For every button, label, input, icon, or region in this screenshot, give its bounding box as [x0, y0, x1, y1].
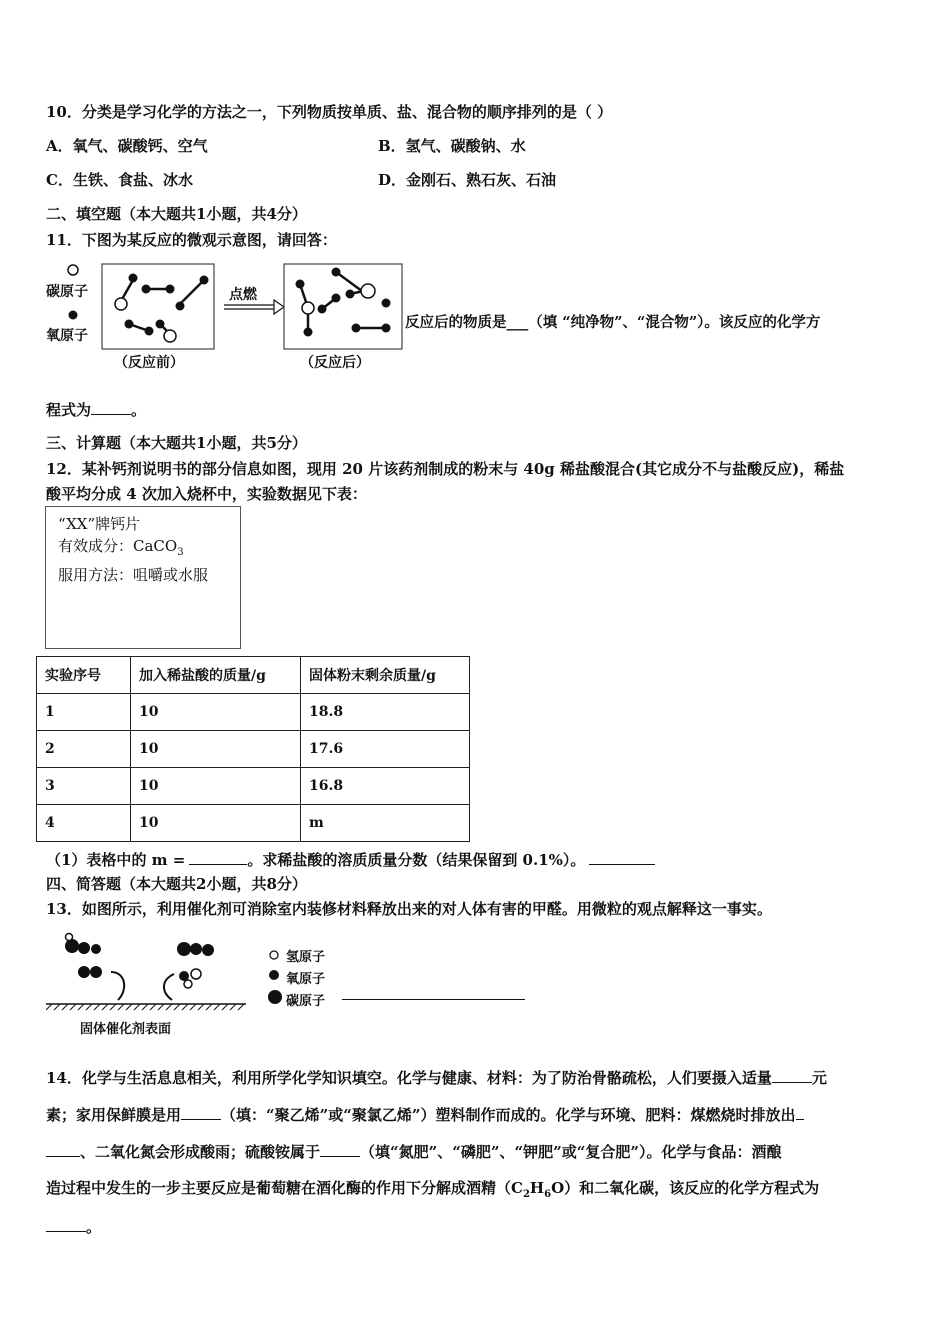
experiment-table — [36, 656, 470, 842]
q12-line2: 酸平均分成 4 次加入烧杯中，实验数据见下表： — [46, 485, 367, 503]
info-title: “XX”牌钙片 — [58, 515, 141, 533]
q14-line3: 、二氧化氮会形成酸雨；硫酸铵属于 （填“氮肥”、“磷肥”、“钾肥”或“复合肥”）。化学与食品：酒酿 — [46, 1141, 782, 1162]
q14-line1: 14．化学与生活息息相关，利用所学化学知识填空。化学与健康、材料：为了防治骨骼疏松，人们要摄入适量 元 — [46, 1069, 827, 1087]
table-cell: 2 — [37, 731, 131, 768]
table-cell: 10 — [131, 731, 301, 768]
q10-option-a: A．氧气、碳酸钙、空气 — [46, 137, 208, 155]
q10-option-d: D．金刚石、熟石灰、石油 — [378, 171, 557, 189]
info-ingredient: 有效成分：CaCO$_3$ — [58, 537, 184, 558]
atom-legend-svg — [268, 948, 284, 1008]
before-caption: （反应前） — [114, 355, 184, 371]
table-header: 实验序号 — [37, 657, 131, 694]
table-cell: 17.6 — [301, 731, 470, 768]
q11-text-cont: 程式为 。 — [46, 401, 147, 419]
q10-option-b: B．氢气、碳酸钠、水 — [378, 137, 526, 155]
q14-line2: 素；家用保鲜膜是用 （填：“聚乙烯”或“聚氯乙烯”）塑料制作而成的。化学与环境、肥料：煤燃烧时排放出 — [46, 1104, 804, 1125]
oxygen-legend-icon — [69, 311, 78, 320]
carbon-atom-legend-icon — [268, 990, 282, 1004]
table-cell: 4 — [37, 805, 131, 842]
q10-option-c: C．生铁、食盐、冰水 — [46, 171, 193, 189]
q13-stem: 13．如图所示，利用催化剂可消除室内装修材料释放出来的对人体有害的甲醛。用微粒的观点解释这一事实。 — [46, 900, 772, 918]
table-header: 固体粉末剩余质量/g — [301, 657, 470, 694]
table-row — [37, 805, 470, 842]
legend-hydrogen: 氢原子 — [286, 950, 326, 965]
legend-carbon: 碳原子 — [286, 994, 326, 1009]
table-cell: 10 — [131, 805, 301, 842]
q13-answer-line — [342, 999, 525, 1000]
section-2-heading: 二、填空题（本大题共1小题，共4分） — [46, 205, 307, 223]
carbon-label: 碳原子 — [46, 284, 88, 300]
curved-arrow-icon — [111, 972, 124, 1000]
table-header: 加入稀盐酸的质量/g — [131, 657, 301, 694]
table-cell: 18.8 — [301, 694, 470, 731]
table-cell: 1 — [37, 694, 131, 731]
table-cell: 3 — [37, 768, 131, 805]
table-row — [37, 694, 470, 731]
oxygen-atom-legend-icon — [269, 970, 279, 980]
table-header-row — [37, 657, 470, 694]
q11-stem: 11．下图为某反应的微观示意图，请回答： — [46, 231, 337, 249]
table-cell: 10 — [131, 694, 301, 731]
q14-line4: 造过程中发生的一步主要反应是葡萄糖在酒化酶的作用下分解成酒精$(C_2H_6O)$和二氧化碳，该反应的化学方程式为 — [46, 1179, 820, 1200]
table-cell: 16.8 — [301, 768, 470, 805]
table-cell: 10 — [131, 768, 301, 805]
q14-line5: 。 — [46, 1216, 101, 1237]
calcium-info-box — [45, 506, 241, 649]
q12-subquestion-1: （1）表格中的 m = 。求稀盐酸的溶质质量分数（结果保留到 0.1%）。 — [46, 849, 655, 870]
table-row — [37, 731, 470, 768]
q12-line1: 12．某补钙剂说明书的部分信息如图，现用 20 片该药剂制成的粉末与 40g 稀盐酸混合(其它成分不与盐酸反应)，稀盐 — [46, 460, 845, 478]
surface-label: 固体催化剂表面 — [80, 1022, 172, 1037]
arrow-icon — [274, 300, 284, 314]
info-usage: 服用方法：咀嚼或水服 — [58, 566, 209, 584]
section-3-heading: 三、计算题（本大题共1小题，共5分） — [46, 434, 307, 452]
hydrogen-legend-icon — [270, 951, 278, 959]
legend-oxygen: 氧原子 — [286, 972, 326, 987]
q11-text: 反应后的物质是___（填 “纯净物”、“混合物”）。该反应的化学方 — [405, 314, 821, 331]
table-row — [37, 768, 470, 805]
after-caption: （反应后） — [300, 355, 370, 371]
carbon-legend-icon — [68, 265, 78, 275]
table-cell: m — [301, 805, 470, 842]
q10-stem: 10．分类是学习化学的方法之一，下列物质按单质、盐、混合物的顺序排列的是（ ） — [46, 103, 613, 121]
section-4-heading: 四、简答题（本大题共2小题，共8分） — [46, 875, 307, 893]
oxygen-label: 氧原子 — [46, 328, 88, 344]
arrow-label: 点燃 — [229, 287, 257, 303]
